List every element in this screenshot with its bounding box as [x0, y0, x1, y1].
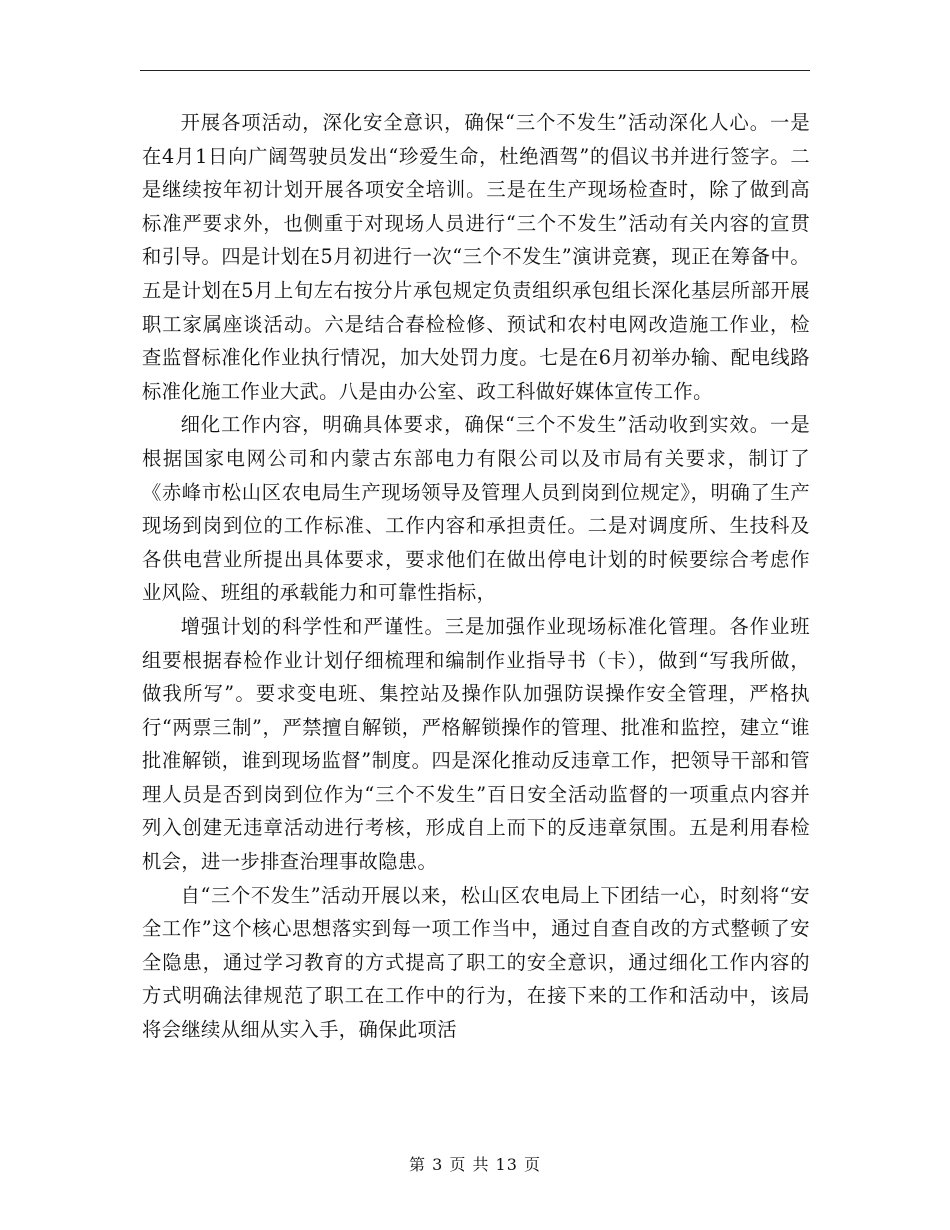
- paragraph-activities: 开展各项活动，深化安全意识，确保“三个不发生”活动深化人心。一是在4月1日向广阔驾驶员发出“珍爱生命，杜绝酒驾”的倡议书并进行签字。二是继续按年初计划开展各项安全培训。三是在生产现场检查时，除了做到高标准严要求外，也侧重于对现场人员进行“三个不发生”活动有关内容的宣贯和引导。四是计划在5月初进行一次“三个不发生”演讲竞赛，现正在筹备中。五是计划在5月上旬左右按分片承包规定负责组织承包组长深化基层所部开展职工家属座谈活动。六是结合春检检修、预试和农村电网改造施工作业，检查监督标准化作业执行情况，加大处罚力度。七是在6月初举办输、配电线路标准化施工作业大武。八是由办公室、政工科做好媒体宣传工作。: [142, 111, 810, 403]
- document-body: [142, 106, 810, 1047]
- footer-suffix: 页: [524, 1155, 542, 1174]
- page-footer: [0, 1155, 950, 1175]
- header-rule: [140, 70, 810, 71]
- footer-total-pages: 13: [495, 1155, 518, 1174]
- footer-prefix: 第: [408, 1155, 426, 1174]
- footer-page-number: 3: [432, 1155, 444, 1174]
- paragraph-summary: 自“三个不发生”活动开展以来，松山区农电局上下团结一心，时刻将“安全工作”这个核心思想落实到每一项工作当中，通过自查自改的方式整顿了安全隐患，通过学习教育的方式提高了职工的安全意识，通过细化工作内容的方式明确法律规范了职工在工作中的行为，在接下来的工作和活动中，该局将会继续从细从实入手，确保此项活: [142, 883, 810, 1042]
- paragraph-planning: 增强计划的科学性和严谨性。三是加强作业现场标准化管理。各作业班组要根据春检作业计划仔细梳理和编制作业指导书（卡），做到“写我所做，做我所写”。要求变电班、集控站及操作队加强防误操作安全管理，严格执行“两票三制”，严禁擅自解锁，严格解锁操作的管理、批准和监控，建立“谁批准解锁，谁到现场监督”制度。四是深化推动反违章工作，把领导干部和管理人员是否到岗到位作为“三个不发生”百日安全活动监督的一项重点内容并列入创建无违章活动进行考核，形成自上而下的反违章氛围。五是利用春检机会，进一步排查治理事故隐患。: [142, 614, 810, 874]
- footer-middle: 页 共: [449, 1155, 490, 1174]
- paragraph-work-details: 细化工作内容，明确具体要求，确保“三个不发生”活动收到实效。一是根据国家电网公司和内蒙古东部电力有限公司以及市局有关要求，制订了《赤峰市松山区农电局生产现场领导及管理人员到岗到位规定》，明确了生产现场到岗到位的工作标准、工作内容和承担责任。二是对调度所、生技科及各供电营业所提出具体要求，要求他们在做出停电计划的时候要综合考虑作业风险、班组的承载能力和可靠性指标，: [142, 413, 810, 605]
